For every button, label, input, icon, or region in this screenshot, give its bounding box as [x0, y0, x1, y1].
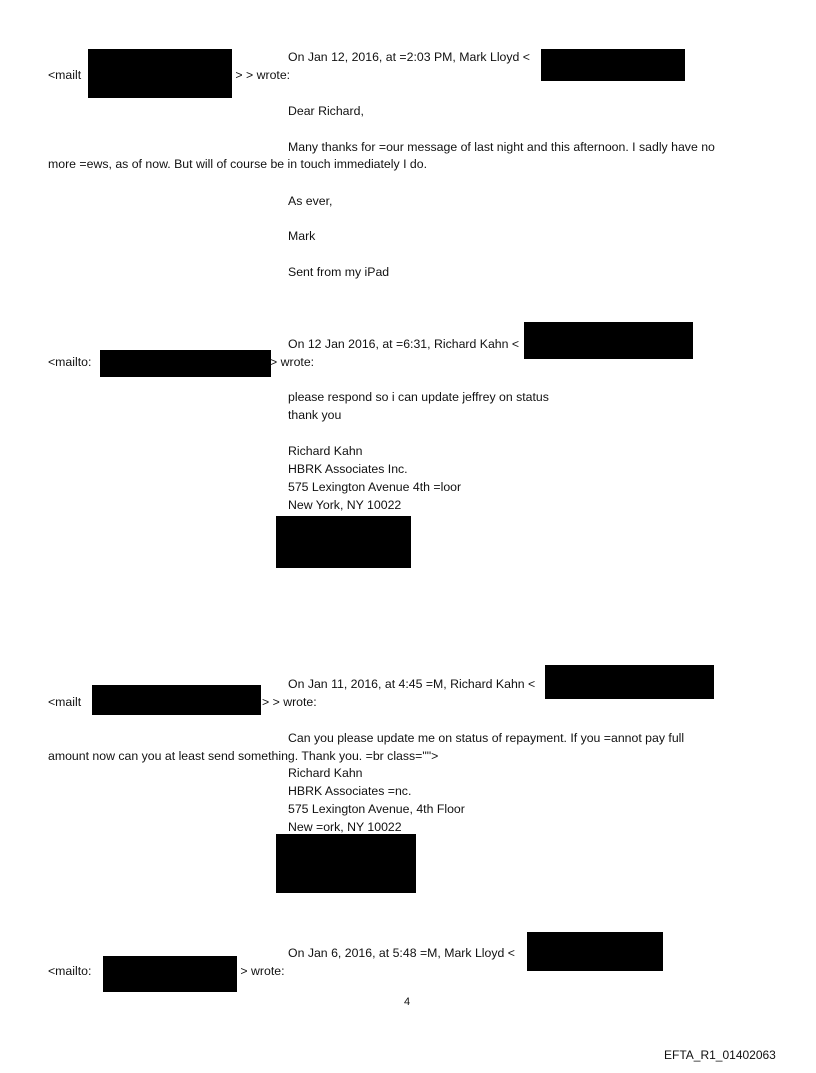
- redaction-box: [276, 834, 416, 893]
- body-line: thank you: [288, 408, 342, 422]
- redaction-box: [103, 956, 237, 992]
- redaction-box: [92, 685, 261, 715]
- body-line: amount now can you at least send something. Thank you. =br class="">: [48, 749, 439, 763]
- email-header: On Jan 6, 2016, at 5:48 =M, Mark Lloyd <: [288, 946, 515, 960]
- document-id: EFTA_R1_01402063: [664, 1048, 776, 1062]
- mailto-suffix: > > wrote:: [262, 695, 317, 709]
- redaction-box: [100, 350, 271, 377]
- signature-name: Richard Kahn: [288, 444, 363, 458]
- mailto-prefix: <mailto:: [48, 964, 92, 978]
- closing: As ever,: [288, 194, 333, 208]
- body-line: Can you please update me on status of repayment. If you =annot pay full: [288, 731, 685, 745]
- redaction-box: [524, 322, 693, 359]
- redaction-box: [88, 49, 232, 98]
- signature-address: 575 Lexington Avenue 4th =loor: [288, 480, 462, 494]
- redaction-box: [541, 49, 685, 81]
- redaction-box: [545, 665, 714, 699]
- signature-address: 575 Lexington Avenue, 4th Floor: [288, 802, 465, 816]
- signoff: Mark: [288, 229, 316, 243]
- mailto-suffix: > wrote:: [270, 355, 315, 369]
- wrote-label: > wrote:: [240, 964, 285, 978]
- mailto-suffix: [237, 964, 285, 979]
- redaction-box: [527, 932, 663, 971]
- body-line: please respond so i can update jeffrey on status: [288, 390, 549, 404]
- wrote-label: > wrote:: [246, 68, 291, 82]
- email-header: On Jan 11, 2016, at 4:45 =M, Richard Kahn <: [288, 677, 536, 691]
- signature-city: New York, NY 10022: [288, 498, 402, 512]
- email-header: On Jan 12, 2016, at =2:03 PM, Mark Lloyd <: [288, 50, 530, 64]
- body-line: more =ews, as of now. But will of course be in touch immediately I do.: [48, 157, 427, 171]
- salutation: Dear Richard,: [288, 104, 364, 118]
- email-header: On 12 Jan 2016, at =6:31, Richard Kahn <: [288, 337, 520, 351]
- signature-company: HBRK Associates Inc.: [288, 462, 408, 476]
- redaction-box: [276, 516, 411, 568]
- mailto-prefix: <mailto:: [48, 355, 92, 369]
- mailto-prefix: <mailt: [48, 68, 82, 82]
- page-number: 4: [404, 996, 411, 1008]
- signature-name: Richard Kahn: [288, 766, 363, 780]
- mailto-prefix: <mailt: [48, 695, 82, 709]
- body-line: Many thanks for =our message of last night and this afternoon. I sadly have no: [288, 140, 715, 154]
- sent-from: Sent from my iPad: [288, 265, 390, 279]
- signature-company: HBRK Associates =nc.: [288, 784, 412, 798]
- signature-city: New =ork, NY 10022: [288, 820, 402, 834]
- mailto-suffix: > > wrote:: [232, 68, 291, 82]
